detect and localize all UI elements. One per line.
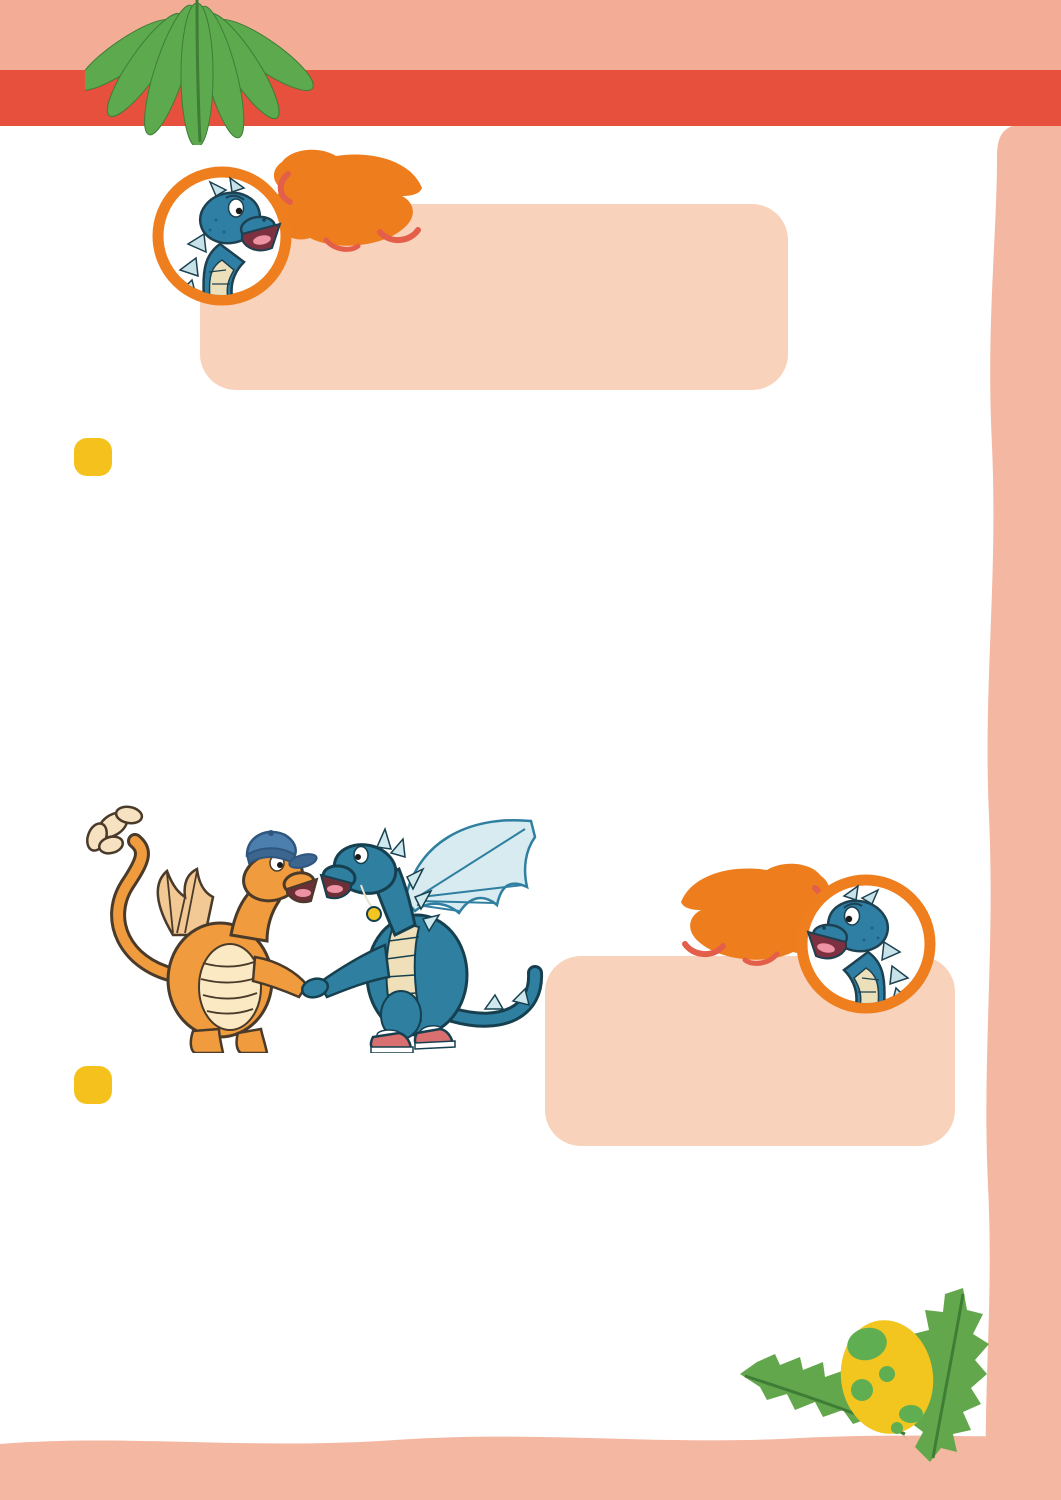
palm-leaf-icon (85, 0, 315, 145)
dragon-mascot-icon (790, 868, 942, 1020)
dragons-handshake-illustration (55, 785, 545, 1053)
exercise-2-badge (74, 1066, 112, 1104)
exercise-1-badge (74, 438, 112, 476)
dragon-mascot-icon (146, 160, 298, 312)
dragon-egg-and-leaves (715, 1262, 1015, 1500)
